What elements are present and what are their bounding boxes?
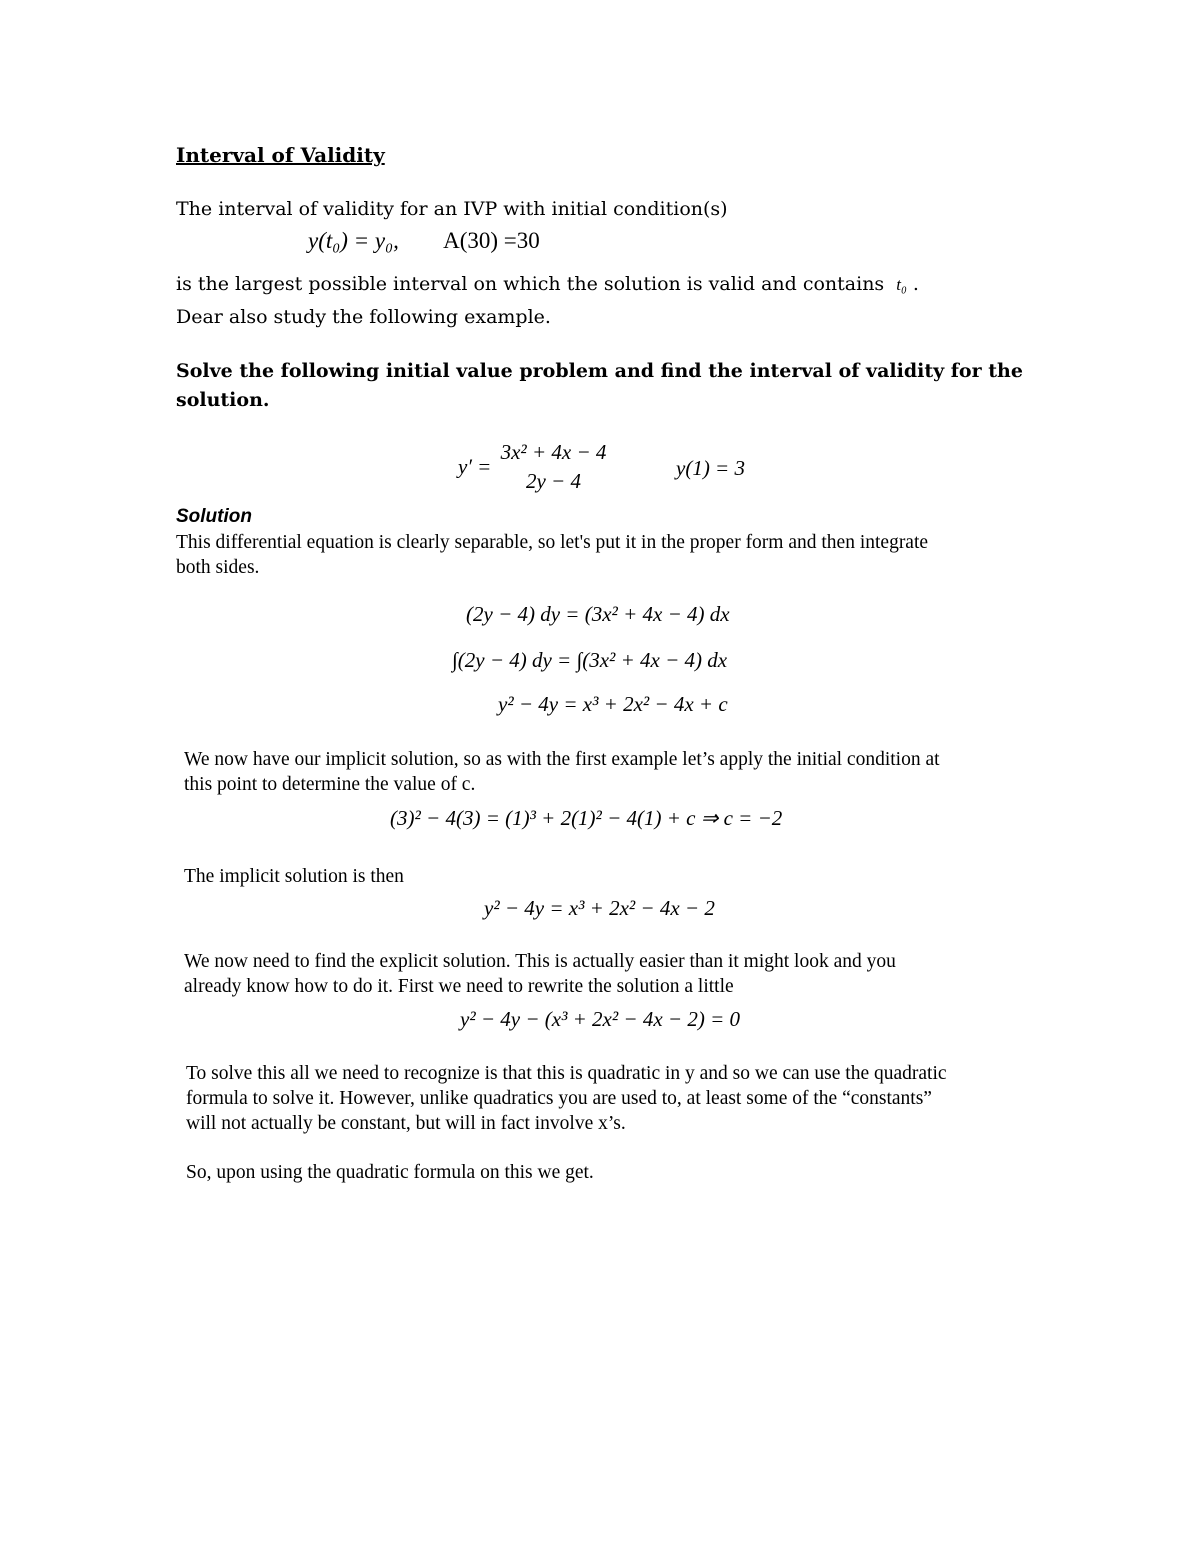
fraction-denominator: 2y − 4 [525,469,581,493]
intro-line-1: The interval of validity for an IVP with initial condition(s) [176,198,728,220]
problem-ic-text: y(1) = 3 [676,456,745,480]
solution-paragraph-1-line-1: This differential equation is clearly separable, so let's put it in the proper form and then integrate [176,532,929,553]
problem-statement-line-2: solution. [176,389,270,411]
equation-separated [466,602,730,627]
equation-initial-condition-applied [390,806,782,831]
solution-paragraph-2-line-2: this point to determine the value of c. [184,774,476,795]
page-title: Interval of Validity [176,143,385,167]
solution-paragraph-4-line-2: already know how to do it. First we need to rewrite the solution a little [184,976,734,997]
solution-paragraph-5-line-2: formula to solve it. However, unlike quadratics you are used to, at least some of the “constants” [186,1088,932,1109]
equation-fraction [497,440,611,494]
solution-paragraph-6: So, upon using the quadratic formula on this we get. [186,1162,594,1183]
problem-initial-condition [676,456,745,481]
equation-implicit-solution [484,896,715,921]
equation-lhs: y′ = [458,454,492,479]
solution-paragraph-4-line-1: We now need to find the explicit solution. This is actually easier than it might look and you [184,951,896,972]
solution-paragraph-2-line-1: We now have our implicit solution, so as with the first example let’s apply the initial condition at [184,749,940,770]
initial-condition-example: A(30) =30 [443,228,540,253]
equation-rewritten [460,1007,740,1032]
equation-implicit [498,692,728,717]
solution-paragraph-1-line-2: both sides. [176,557,260,578]
equation-integrated [452,648,727,673]
equation-implicit-solution-text: y² − 4y = x³ + 2x² − 4x − 2 [484,896,715,920]
solution-label: Solution [176,506,252,527]
equation-ic-applied-text: (3)² − 4(3) = (1)³ + 2(1)² − 4(1) + c ⇒ c = −2 [390,806,783,830]
problem-equation [458,440,610,494]
equation-rewritten-text: y² − 4y − (x³ + 2x² − 4x − 2) = 0 [460,1007,741,1031]
initial-condition-left: y(t₀) = y₀, [308,228,399,253]
intro-line-3: Dear also study the following example. [176,306,551,328]
initial-condition-general [308,228,540,254]
intro-line-2-text: is the largest possible interval on which the solution is valid and contains [176,273,885,295]
fraction-numerator: 3x² + 4x − 4 [500,440,607,464]
equation-implicit-text: y² − 4y = x³ + 2x² − 4x + c [498,692,728,716]
intro-line-2-end: . [912,273,919,295]
intro-line-2 [176,273,919,295]
solution-paragraph-5-line-1: To solve this all we need to recognize is that this is quadratic in y and so we can use the quadratic [186,1063,947,1084]
equation-integrated-text: ∫(2y − 4) dy = ∫(3x² + 4x − 4) dx [452,648,728,672]
solution-paragraph-5-line-3: will not actually be constant, but will in fact involve x’s. [186,1113,626,1134]
solution-paragraph-3: The implicit solution is then [184,866,404,887]
equation-separated-text: (2y − 4) dy = (3x² + 4x − 4) dx [466,602,730,626]
intro-line-2-variable: t₀ [896,275,907,294]
problem-statement-line-1: Solve the following initial value problem and find the interval of validity for the [176,360,1023,382]
